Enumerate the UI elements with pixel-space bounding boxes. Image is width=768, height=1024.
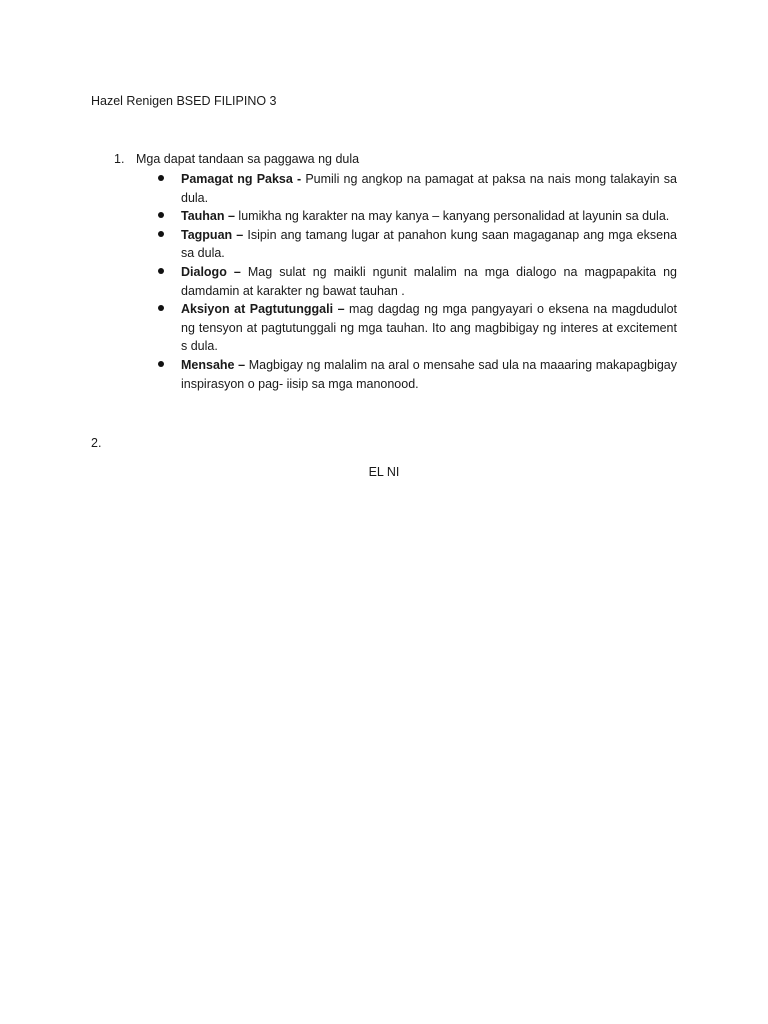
item-term: Tauhan – xyxy=(181,209,235,224)
list-item xyxy=(157,226,677,263)
bullet-icon xyxy=(158,231,164,237)
list-item xyxy=(157,207,677,226)
list-item xyxy=(157,356,677,393)
list-item xyxy=(157,170,677,207)
list-item xyxy=(157,300,677,356)
item-description: Pumili ng angkop na pamagat at paksa na nais mong talakayin sa dula. xyxy=(181,172,677,205)
section-heading: Mga dapat tandaan sa paggawa ng dula xyxy=(136,152,360,166)
item-description: Isipin ang tamang lugar at panahon kung saan magaganap ang mga eksena sa dula. xyxy=(181,227,677,261)
item-term: Dialogo – xyxy=(181,264,241,279)
list-item xyxy=(157,263,677,300)
list-number-1: 1. xyxy=(114,152,125,166)
item-term: Pamagat ng Paksa - xyxy=(181,172,302,186)
item-description: mag dagdag ng mga pangyayari o eksena na magdudulot ng tensyon at pagtutunggali ng mga tauhan. Ito ang magbibigay ng interes at excitement s dula. xyxy=(181,302,677,354)
list-number-2: 2. xyxy=(91,436,102,450)
bullet-icon xyxy=(158,212,164,218)
item-description: Mag sulat ng maikli ngunit malalim na mga dialogo na magpapakita ng damdamin at karakter ng bawat tauhan . xyxy=(181,264,678,298)
author-header: Hazel Renigen BSED FILIPINO 3 xyxy=(91,94,277,108)
bullet-icon xyxy=(158,305,164,311)
bullet-list xyxy=(157,170,677,393)
item-description: lumikha ng karakter na may kanya – kanyang personalidad at layunin sa dula. xyxy=(234,209,670,224)
item-term: Mensahe – xyxy=(181,357,246,372)
item-description: Magbigay ng malalim na aral o mensahe sad ula na maaaring makapagbigay inspirasyon o pag- iisip sa mga manonood. xyxy=(181,357,677,391)
bullet-icon xyxy=(158,361,164,367)
bullet-icon xyxy=(158,268,164,274)
item-term: Aksiyon at Pagtutunggali – xyxy=(181,302,345,317)
bullet-icon xyxy=(158,175,164,181)
centered-text: EL NI xyxy=(368,465,400,479)
item-term: Tagpuan – xyxy=(181,227,244,242)
